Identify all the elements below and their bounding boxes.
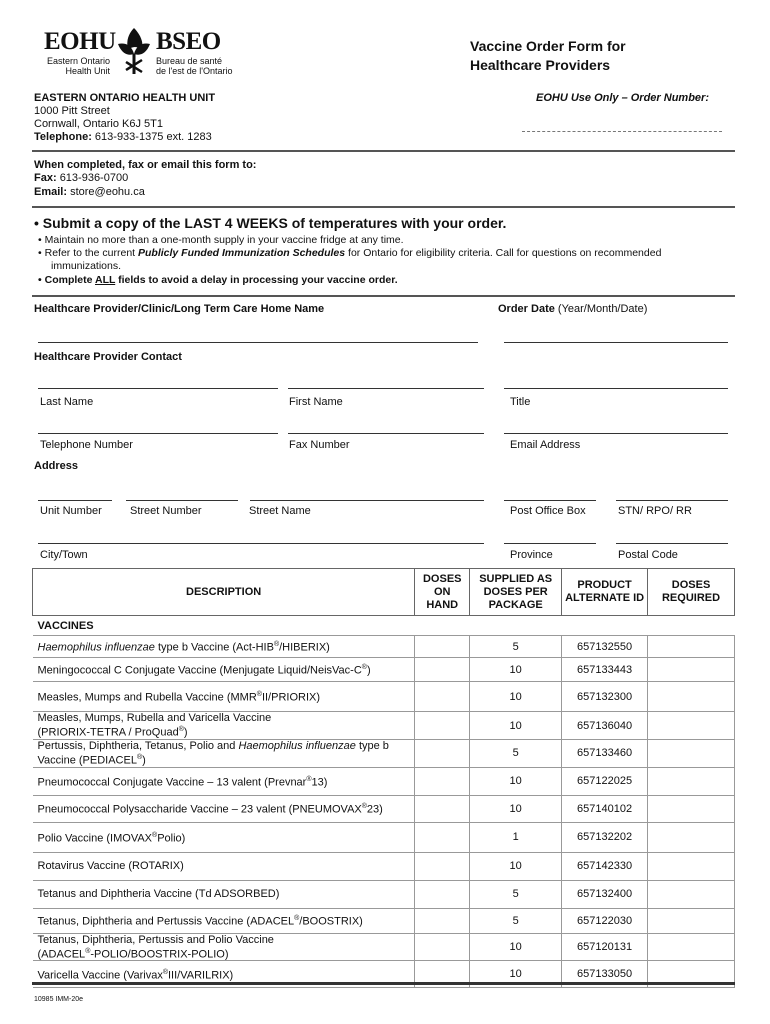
doses-on-hand-input[interactable] xyxy=(415,658,470,682)
product-alternate-id: 657133050 xyxy=(562,961,648,988)
table-row xyxy=(33,767,735,795)
product-alternate-id: 657120131 xyxy=(562,933,648,961)
doses-on-hand-input[interactable] xyxy=(415,712,470,740)
table-row xyxy=(33,682,735,712)
doses-required-input[interactable] xyxy=(648,658,735,682)
table-row xyxy=(33,822,735,852)
vaccine-description: Meningococcal C Conjugate Vaccine (Menjugate Liquid/NeisVac-C®) xyxy=(33,658,415,682)
vaccine-description: Pneumococcal Polysaccharide Vaccine – 23 valent (PNEUMOVAX®23) xyxy=(33,795,415,822)
note-bullet-2-post: for Ontario for eligibility criteria. Call for questions on recommended xyxy=(345,247,662,259)
vaccine-description: Rotavirus Vaccine (ROTARIX) xyxy=(33,852,415,880)
col-doses-required xyxy=(648,569,735,616)
email-input[interactable] xyxy=(504,433,728,434)
vaccine-description: Tetanus, Diphtheria and Pertussis Vaccine (ADACEL®/BOOSTRIX) xyxy=(33,908,415,933)
product-alternate-id: 657140102 xyxy=(562,795,648,822)
note-bullet-2 xyxy=(38,247,738,259)
org-phone xyxy=(34,131,212,143)
col-doses-on-hand xyxy=(415,569,470,616)
contact-heading: Healthcare Provider Contact xyxy=(34,351,182,363)
postal-input[interactable] xyxy=(616,543,728,544)
col-supplied-as-l2: DOSES PER xyxy=(483,585,548,598)
doses-on-hand-input[interactable] xyxy=(415,880,470,908)
logo-en-name: EOHU xyxy=(44,28,116,55)
table-row xyxy=(33,908,735,933)
street-name-label: Street Name xyxy=(249,505,311,517)
note-bullet-3 xyxy=(38,274,398,286)
last-name-label: Last Name xyxy=(40,396,94,408)
street-name-input[interactable] xyxy=(250,500,484,501)
col-product-id-l1: PRODUCT xyxy=(577,579,632,591)
unit-number-label: Unit Number xyxy=(40,505,102,517)
doses-on-hand-input[interactable] xyxy=(415,767,470,795)
col-supplied-as-l1: SUPPLIED AS xyxy=(479,572,553,585)
stn-input[interactable] xyxy=(616,500,728,501)
product-alternate-id: 657132300 xyxy=(562,682,648,712)
col-supplied-as-l3: PACKAGE xyxy=(488,598,543,611)
title-label: Title xyxy=(510,396,531,408)
order-date-label-hint: (Year/Month/Date) xyxy=(554,303,648,315)
bullet-icon: • xyxy=(38,247,42,259)
form-title-line2: Healthcare Providers xyxy=(470,57,611,73)
note-bullet-1-text: Maintain no more than a one-month supply in your vaccine fridge at any time. xyxy=(44,234,404,246)
notes-headline-text: Submit a copy of the LAST 4 WEEKS of temperatures with your order. xyxy=(42,215,507,231)
postal-label: Postal Code xyxy=(618,549,678,561)
doses-required-input[interactable] xyxy=(648,908,735,933)
fax-label: Fax Number xyxy=(289,439,350,451)
doses-per-package: 5 xyxy=(470,908,562,933)
section-label: VACCINES xyxy=(33,616,735,636)
last-name-input[interactable] xyxy=(38,388,278,389)
doses-required-input[interactable] xyxy=(648,852,735,880)
doses-per-package: 10 xyxy=(470,795,562,822)
vaccine-description: Pneumococcal Conjugate Vaccine – 13 valent (Prevnar®13) xyxy=(33,767,415,795)
submit-email xyxy=(34,186,145,198)
product-alternate-id: 657142330 xyxy=(562,852,648,880)
order-date-label xyxy=(498,303,647,315)
doses-on-hand-input[interactable] xyxy=(415,822,470,852)
order-number-field[interactable] xyxy=(522,131,722,132)
vaccine-description: Polio Vaccine (IMOVAX®Polio) xyxy=(33,822,415,852)
col-doses-on-hand-l3: HAND xyxy=(426,598,459,611)
title-input[interactable] xyxy=(504,388,728,389)
telephone-input[interactable] xyxy=(38,433,278,434)
logo-en-sub2: Health Unit xyxy=(65,66,110,76)
table-header-row xyxy=(33,569,735,616)
product-alternate-id: 657132550 xyxy=(562,636,648,658)
table-row xyxy=(33,933,735,961)
product-alternate-id: 657132400 xyxy=(562,880,648,908)
doses-per-package: 5 xyxy=(470,636,562,658)
doses-required-input[interactable] xyxy=(648,636,735,658)
form-title-line1: Vaccine Order Form for xyxy=(470,38,626,54)
trillium-emblem-icon xyxy=(114,24,154,76)
bullet-icon: • xyxy=(34,215,39,231)
vaccine-description: Varicella Vaccine (Varivax®III/VARILRIX) xyxy=(33,961,415,988)
doses-required-input[interactable] xyxy=(648,740,735,768)
logo-fr-sub1: Bureau de santé xyxy=(156,56,223,66)
first-name-input[interactable] xyxy=(288,388,484,389)
note-bullet-3-pre: Complete xyxy=(44,274,95,286)
bullet-icon: • xyxy=(38,234,42,246)
doses-on-hand-input[interactable] xyxy=(415,933,470,961)
doses-required-input[interactable] xyxy=(648,712,735,740)
divider xyxy=(32,295,735,297)
doses-on-hand-input[interactable] xyxy=(415,908,470,933)
submit-email-label: Email: xyxy=(34,186,68,198)
doses-per-package: 10 xyxy=(470,961,562,988)
col-doses-required-l2: REQUIRED xyxy=(661,592,721,604)
submit-intro: When completed, fax or email this form to: xyxy=(34,159,257,171)
logo-en-sub1: Eastern Ontario xyxy=(46,56,110,66)
telephone-label: Telephone Number xyxy=(40,439,133,451)
doses-per-package: 5 xyxy=(470,880,562,908)
product-alternate-id: 657132202 xyxy=(562,822,648,852)
unit-number-input[interactable] xyxy=(38,500,112,501)
doses-per-package: 10 xyxy=(470,933,562,961)
note-bullet-1 xyxy=(38,234,404,246)
table-bottom-rule xyxy=(32,982,735,985)
table-row xyxy=(33,852,735,880)
org-street: 1000 Pitt Street xyxy=(34,105,110,117)
product-alternate-id: 657122025 xyxy=(562,767,648,795)
doses-per-package: 5 xyxy=(470,740,562,768)
address-heading: Address xyxy=(34,460,79,472)
bullet-icon: • xyxy=(38,274,42,286)
table-row xyxy=(33,740,735,768)
submit-email-value[interactable]: store@eohu.ca xyxy=(70,186,145,198)
note-bullet-3-post: fields to avoid a delay in processing your vaccine order. xyxy=(115,274,398,286)
vaccine-description: Pertussis, Diphtheria, Tetanus, Polio and Haemophilus influenzae type b Vaccine (PEDIACEL®) xyxy=(33,740,415,768)
city-input[interactable] xyxy=(38,543,484,544)
po-box-label: Post Office Box xyxy=(510,505,586,517)
doses-on-hand-input[interactable] xyxy=(415,852,470,880)
doses-required-input[interactable] xyxy=(648,795,735,822)
col-supplied-as xyxy=(470,569,562,616)
table-row xyxy=(33,658,735,682)
doses-per-package: 10 xyxy=(470,658,562,682)
doses-on-hand-input[interactable] xyxy=(415,682,470,712)
street-number-input[interactable] xyxy=(126,500,238,501)
provider-name-label: Healthcare Provider/Clinic/Long Term Care Home Name xyxy=(34,303,325,315)
submit-fax-label: Fax: xyxy=(34,172,57,184)
order-date-input[interactable] xyxy=(504,342,728,343)
product-alternate-id: 657133443 xyxy=(562,658,648,682)
section-row xyxy=(33,616,735,636)
stn-label: STN/ RPO/ RR xyxy=(618,505,692,517)
province-label: Province xyxy=(510,549,553,561)
table-row xyxy=(33,880,735,908)
col-description: DESCRIPTION xyxy=(33,569,415,616)
first-name-label: First Name xyxy=(289,396,343,408)
submit-fax xyxy=(34,172,128,184)
office-use-label: EOHU Use Only – Order Number: xyxy=(536,92,709,104)
doses-per-package: 10 xyxy=(470,712,562,740)
city-label: City/Town xyxy=(40,549,88,561)
po-box-input[interactable] xyxy=(504,500,596,501)
note-bullet-3-all: ALL xyxy=(94,274,116,286)
col-doses-on-hand-l2: ON xyxy=(433,585,451,598)
notes-headline xyxy=(34,215,506,231)
vaccine-description: Measles, Mumps, Rubella and Varicella Vaccine (PRIORIX-TETRA / ProQuad®) xyxy=(33,712,415,740)
doses-required-input[interactable] xyxy=(648,822,735,852)
doses-per-package: 10 xyxy=(470,852,562,880)
note-bullet-2-em: Publicly Funded Immunization Schedules xyxy=(138,247,346,259)
doses-per-package: 1 xyxy=(470,822,562,852)
org-phone-label: Telephone: xyxy=(34,131,92,143)
divider xyxy=(32,150,735,152)
logo-fr-name: BSEO xyxy=(156,28,221,55)
logo xyxy=(44,28,234,80)
product-alternate-id: 657133460 xyxy=(562,740,648,768)
vaccine-description: Haemophilus influenzae type b Vaccine (Act-HIB®/HIBERIX) xyxy=(33,636,415,658)
vaccine-description: Tetanus and Diphtheria Vaccine (Td ADSORBED) xyxy=(33,880,415,908)
doses-per-package: 10 xyxy=(470,767,562,795)
provider-name-input[interactable] xyxy=(38,342,478,343)
doses-required-input[interactable] xyxy=(648,933,735,961)
col-product-id-l2: ALTERNATE ID xyxy=(565,592,645,604)
vaccine-description: Tetanus, Diphtheria, Pertussis and Polio Vaccine (ADACEL®-POLIO/BOOSTRIX-POLIO) xyxy=(33,933,415,961)
order-date-label-bold: Order Date xyxy=(498,303,555,315)
doses-required-input[interactable] xyxy=(648,767,735,795)
table-row xyxy=(33,712,735,740)
org-phone-value: 613-933-1375 ext. 1283 xyxy=(94,131,212,143)
product-alternate-id: 657136040 xyxy=(562,712,648,740)
col-product-id xyxy=(562,569,648,616)
doses-on-hand-input[interactable] xyxy=(415,740,470,768)
email-label: Email Address xyxy=(510,439,581,451)
product-alternate-id: 657122030 xyxy=(562,908,648,933)
doses-per-package: 10 xyxy=(470,682,562,712)
doses-required-input[interactable] xyxy=(648,682,735,712)
doses-required-input[interactable] xyxy=(648,880,735,908)
logo-fr-sub2: de l'est de l'Ontario xyxy=(156,66,233,76)
col-doses-required-l1: DOSES xyxy=(671,579,711,591)
vaccine-description: Measles, Mumps and Rubella Vaccine (MMR®II/PRIORIX) xyxy=(33,682,415,712)
org-name: EASTERN ONTARIO HEALTH UNIT xyxy=(34,92,216,104)
note-bullet-2-pre: Refer to the current xyxy=(44,247,138,259)
street-number-label: Street Number xyxy=(130,505,202,517)
province-input[interactable] xyxy=(504,543,596,544)
table-row xyxy=(33,795,735,822)
doses-on-hand-input[interactable] xyxy=(415,636,470,658)
note-bullet-2-line2: immunizations. xyxy=(51,260,122,272)
doses-on-hand-input[interactable] xyxy=(415,795,470,822)
col-doses-on-hand-l1: DOSES xyxy=(422,572,462,585)
org-city: Cornwall, Ontario K6J 5T1 xyxy=(34,118,163,130)
fax-input[interactable] xyxy=(288,433,484,434)
vaccine-order-table xyxy=(32,568,735,988)
divider xyxy=(32,206,735,208)
table-row xyxy=(33,636,735,658)
footer-code: 10985 IMM-20e xyxy=(34,996,84,1003)
submit-fax-value: 613-936-0700 xyxy=(59,172,129,184)
